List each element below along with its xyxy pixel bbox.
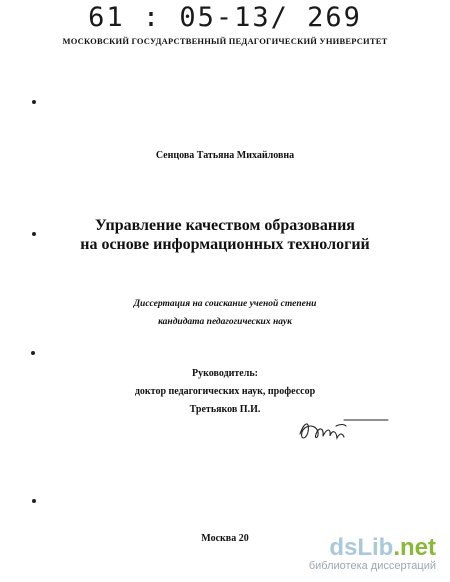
archive-stamp-number: 61 : 05-13/ 269 — [88, 2, 362, 33]
watermark-logo: dsLib.net — [329, 534, 436, 561]
author-name: Сенцова Татьяна Михайловна — [155, 150, 295, 161]
dissertation-title — [0, 216, 450, 254]
watermark[interactable] — [309, 536, 436, 573]
supervisor-degree: доктор педагогических наук, профессор — [134, 386, 316, 397]
watermark-tagline: библиотека диссертаций — [308, 560, 436, 572]
city-year: Москва 20 — [201, 533, 249, 544]
margin-bullet — [32, 100, 36, 104]
handwritten-signature — [296, 412, 396, 446]
university-name: МОСКОВСКИЙ ГОСУДАРСТВЕННЫЙ ПЕДАГОГИЧЕСКИЙ УНИВЕРСИТЕТ — [62, 36, 388, 46]
supervisor-label: Руководитель: — [192, 368, 258, 379]
margin-bullet — [31, 351, 35, 355]
supervisor-name: Третьяков П.И. — [189, 404, 261, 415]
degree-line: Диссертация на соискание ученой степени — [133, 299, 317, 309]
title-line: на основе информационных технологий — [80, 236, 370, 253]
degree-field: кандидата педагогических наук — [158, 317, 292, 327]
title-line: Управление качеством образования — [95, 217, 355, 234]
margin-bullet — [32, 499, 36, 503]
